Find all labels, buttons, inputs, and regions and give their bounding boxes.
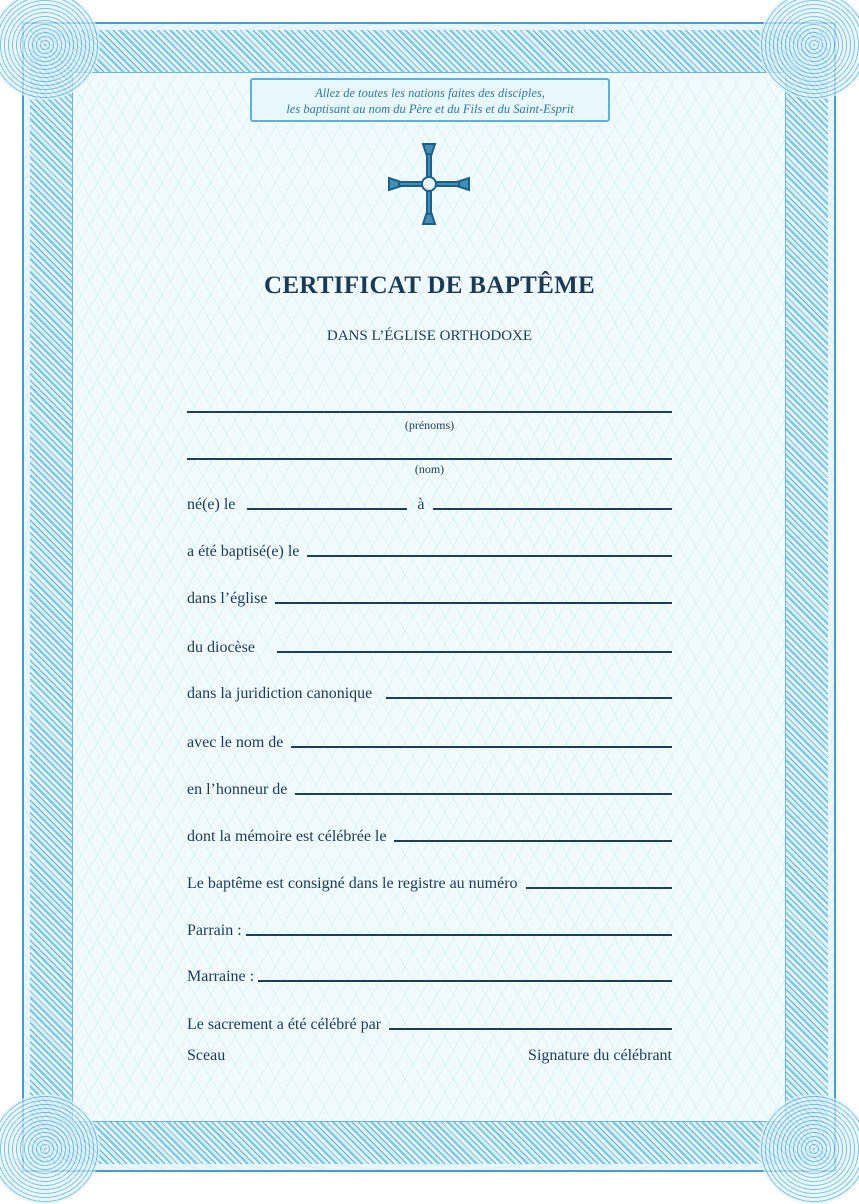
ribbon-line-1: Allez de toutes les nations faites des disciples, (315, 86, 545, 100)
nom-line[interactable] (187, 458, 672, 460)
signature-label: Signature du célébrant (528, 1047, 672, 1064)
diocese-label: du diocèse (187, 639, 255, 656)
jurisdiction-line[interactable] (386, 697, 672, 699)
honor-line[interactable] (295, 793, 672, 795)
name-given-label: avec le nom de (187, 734, 284, 751)
honor-label: en l’honneur de (187, 781, 288, 798)
celebrant-line[interactable] (389, 1028, 672, 1030)
ribbon-line-2: les baptisant au nom du Père et du Fils et du Saint-Esprit (286, 102, 574, 116)
diocese-row (187, 635, 672, 657)
corner-ornament-bottom-left (0, 1094, 100, 1204)
register-label: Le baptême est consigné dans le registre au numéro (187, 875, 518, 892)
celebrant-label: Le sacrement a été célébré par (187, 1016, 382, 1033)
honor-row (187, 777, 672, 799)
prenoms-line[interactable] (187, 411, 672, 413)
corner-ornament-bottom-right (759, 1094, 859, 1204)
scripture-ribbon (250, 78, 610, 122)
register-row (187, 871, 672, 893)
baptism-date-row (187, 539, 672, 561)
jurisdiction-row (187, 681, 672, 703)
orthodox-cross-icon (381, 136, 477, 232)
feast-label: dont la mémoire est célébrée le (187, 828, 387, 845)
godfather-row (187, 918, 672, 940)
jurisdiction-label: dans la juridiction canonique (187, 685, 373, 702)
name-given-line[interactable] (291, 746, 672, 748)
nom-caption: (nom) (414, 462, 445, 476)
birth-date-label: né(e) le (187, 496, 236, 513)
diocese-line[interactable] (277, 651, 672, 653)
birth-place-label: à (417, 496, 425, 513)
feast-row (187, 824, 672, 846)
godfather-label: Parrain : (187, 922, 242, 939)
church-row (187, 586, 672, 608)
feast-line[interactable] (394, 840, 672, 842)
godmother-line[interactable] (258, 980, 672, 982)
register-line[interactable] (526, 887, 672, 889)
godmother-row (187, 964, 672, 986)
church-line[interactable] (275, 602, 672, 604)
birth-row (187, 492, 672, 514)
godmother-label: Marraine : (187, 968, 255, 985)
name-given-row (187, 730, 672, 752)
baptism-date-line[interactable] (307, 555, 672, 557)
seal-label: Sceau (187, 1047, 226, 1064)
birth-place-line[interactable] (433, 508, 672, 510)
baptism-date-label: a été baptisé(e) le (187, 543, 300, 560)
certificate-subtitle: DANS L’ÉGLISE ORTHODOXE (326, 328, 533, 344)
church-label: dans l’église (187, 590, 268, 607)
prenoms-caption: (prénoms) (404, 418, 455, 432)
godfather-line[interactable] (246, 934, 672, 936)
celebrant-row (187, 1012, 672, 1034)
certificate-title: CERTIFICAT DE BAPTÊME (264, 272, 595, 299)
birth-date-line[interactable] (247, 508, 407, 510)
